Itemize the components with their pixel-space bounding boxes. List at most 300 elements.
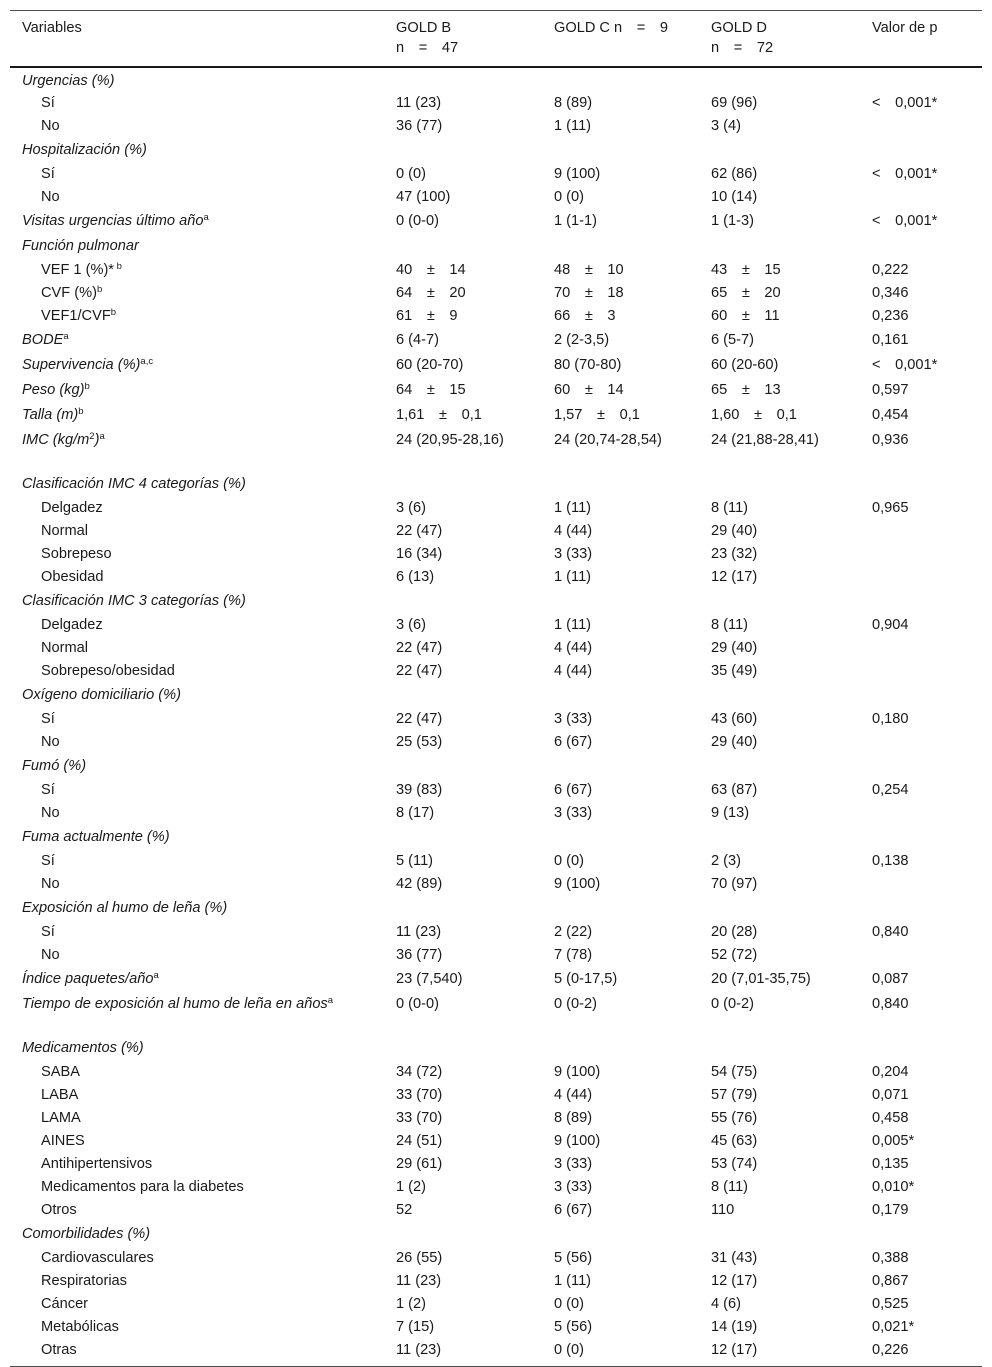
- row-label: [10, 945, 384, 968]
- table-row: [10, 1062, 982, 1085]
- table-row: [10, 1177, 982, 1200]
- gold-c-cell: 1 (11): [554, 500, 592, 516]
- gold-d-cell: 31 (43): [711, 1250, 758, 1266]
- gold-d-cell: 8 (11): [711, 1179, 749, 1195]
- gold-d-cell: 3 (4): [711, 118, 742, 134]
- p-value-cell: [860, 661, 982, 684]
- gold-d-cell: 54 (75): [711, 1064, 758, 1080]
- row-label: [10, 993, 384, 1037]
- gold-d-cell: 29 (40): [711, 523, 758, 539]
- gold-d-cell: 12 (17): [711, 1273, 758, 1289]
- gold-d-cell: 35 (49): [711, 663, 758, 679]
- p-value-cell: 0,454: [872, 407, 909, 423]
- table-row: [10, 164, 982, 187]
- gold-c-cell: 9 (100): [554, 1064, 601, 1080]
- row-label: [10, 1108, 384, 1131]
- row-label: [10, 1271, 384, 1294]
- p-value-cell: 0,021*: [872, 1319, 915, 1335]
- table-row: [10, 1108, 982, 1131]
- table-row: [10, 498, 982, 521]
- p-value-cell: < 0,001*: [872, 213, 938, 229]
- gold-c-cell: 6 (67): [554, 782, 593, 798]
- p-value-cell: [860, 945, 982, 968]
- row-label: [10, 1154, 384, 1177]
- gold-b-cell: 42 (89): [396, 876, 443, 892]
- gold-d-cell: 20 (7,01-35,75): [711, 971, 811, 987]
- gold-c-cell: 2 (22): [554, 924, 593, 940]
- row-label: [10, 615, 384, 638]
- gold-c-cell: 0 (0): [554, 853, 585, 869]
- row-label: [10, 1223, 384, 1248]
- gold-b-cell: 3 (6): [396, 500, 427, 516]
- p-value-cell: 0,005*: [872, 1133, 915, 1149]
- gold-b-cell: 29 (61): [396, 1156, 443, 1172]
- gold-c-cell: [542, 67, 699, 93]
- gold-b-cell: 11 (23): [396, 924, 442, 940]
- row-label: [10, 67, 384, 93]
- gold-c-cell: 80 (70-80): [554, 357, 622, 373]
- table-row: [10, 1248, 982, 1271]
- row-label: [10, 661, 384, 684]
- gold-c-cell: 1 (1-1): [554, 213, 597, 229]
- row-label-text: VEF1/CVF: [41, 308, 111, 324]
- p-value-cell: [860, 874, 982, 897]
- row-label: [10, 379, 384, 404]
- p-value-cell: [860, 590, 982, 615]
- gold-d-cell: 65 ± 13: [711, 382, 781, 398]
- gold-b-cell: 22 (47): [396, 640, 443, 656]
- gold-c-cell: 4 (44): [554, 1087, 593, 1103]
- row-label: [10, 1085, 384, 1108]
- footnote-marker: b: [96, 284, 103, 295]
- gold-c-cell: 8 (89): [554, 95, 593, 111]
- row-label-text: Metabólicas: [41, 1319, 119, 1335]
- row-label-text: BODE: [22, 332, 64, 348]
- header-gold-b: GOLD B n = 47: [384, 11, 542, 68]
- p-value-cell: [860, 473, 982, 498]
- row-label-text: No: [41, 118, 60, 134]
- p-value-cell: 0,226: [860, 1340, 982, 1367]
- gold-d-cell: [699, 67, 860, 93]
- header-variables: Variables: [10, 11, 384, 68]
- p-value-cell: 0,138: [872, 853, 909, 869]
- table-row: [10, 1131, 982, 1154]
- p-value-cell: 0,222: [872, 262, 909, 278]
- gold-c-cell: 3 (33): [554, 1179, 593, 1195]
- gold-b-cell: [384, 235, 542, 260]
- table-row: [10, 1085, 982, 1108]
- gold-b-cell: 7 (15): [396, 1319, 435, 1335]
- row-label: [10, 567, 384, 590]
- row-label: [10, 260, 384, 283]
- p-value-cell: 0,180: [872, 711, 909, 727]
- table-row: [10, 638, 982, 661]
- gold-b-cell: 23 (7,540): [396, 971, 463, 987]
- row-label-text: Clasificación IMC 4 categorías (%): [22, 476, 246, 492]
- gold-b-cell: [384, 473, 542, 498]
- gold-c-cell: 70 ± 18: [554, 285, 624, 301]
- gold-c-cell: [542, 755, 699, 780]
- gold-c-cell: 1 (11): [554, 1273, 592, 1289]
- table-row: [10, 922, 982, 945]
- gold-d-cell: [699, 1037, 860, 1062]
- p-value-cell: 0,254: [872, 782, 909, 798]
- p-value-cell: 0,840: [872, 996, 909, 1012]
- gold-b-cell: 24 (20,95-28,16): [396, 432, 504, 448]
- p-value-cell: [860, 803, 982, 826]
- table-row: [10, 993, 982, 1037]
- gold-c-cell: 1 (11): [554, 617, 592, 633]
- gold-c-cell: 24 (20,74-28,54): [554, 432, 662, 448]
- header-p-value: Valor de p: [860, 11, 982, 68]
- gold-c-cell: 9 (100): [554, 166, 601, 182]
- p-value-cell: [860, 1223, 982, 1248]
- row-label-text: Sí: [41, 782, 55, 798]
- row-label: [10, 968, 384, 993]
- gold-b-cell: 26 (55): [396, 1250, 443, 1266]
- p-value-cell: 0,346: [872, 285, 909, 301]
- gold-b-cell: [384, 684, 542, 709]
- gold-c-cell: 7 (78): [554, 947, 593, 963]
- row-label: [10, 1317, 384, 1340]
- p-value-cell: 0,597: [872, 382, 909, 398]
- gold-b-cell: 36 (77): [396, 118, 443, 134]
- p-value-cell: 0,179: [872, 1202, 909, 1218]
- row-label-text: Talla (m): [22, 407, 79, 423]
- table-body: [10, 67, 982, 1367]
- row-label-text: Clasificación IMC 3 categorías (%): [22, 593, 246, 609]
- p-value-cell: 0,936: [872, 432, 909, 448]
- gold-d-cell: 60 ± 11: [711, 308, 780, 324]
- table-row: [10, 803, 982, 826]
- gold-c-cell: [542, 684, 699, 709]
- p-value-cell: [860, 544, 982, 567]
- gold-comparison-table: [10, 10, 982, 1367]
- p-value-cell: [860, 235, 982, 260]
- gold-c-cell: 1 (11): [554, 569, 592, 585]
- gold-d-cell: 57 (79): [711, 1087, 758, 1103]
- row-label: [10, 1177, 384, 1200]
- gold-b-cell: 5 (11): [396, 853, 434, 869]
- gold-d-cell: 12 (17): [699, 1340, 860, 1367]
- table-row: [10, 709, 982, 732]
- row-label-text: Peso (kg): [22, 382, 85, 398]
- row-label-text: Sí: [41, 166, 55, 182]
- table-row: [10, 826, 982, 851]
- row-label-text: No: [41, 876, 60, 892]
- gold-d-cell: 4 (6): [711, 1296, 742, 1312]
- gold-d-cell: 63 (87): [711, 782, 758, 798]
- table-row: [10, 544, 982, 567]
- gold-b-cell: 0 (0-0): [396, 213, 439, 229]
- gold-c-cell: 5 (56): [554, 1250, 593, 1266]
- p-value-cell: [860, 67, 982, 93]
- table-row: [10, 521, 982, 544]
- gold-d-cell: [699, 826, 860, 851]
- gold-c-cell: 3 (33): [554, 805, 593, 821]
- gold-c-cell: [542, 473, 699, 498]
- row-label: [10, 521, 384, 544]
- row-label-text: Medicamentos para la diabetes: [41, 1179, 244, 1195]
- row-label-text: Urgencias (%): [22, 73, 115, 89]
- row-label-text: Delgadez: [41, 617, 103, 633]
- row-label-text: SABA: [41, 1064, 80, 1080]
- gold-b-cell: 16 (34): [396, 546, 443, 562]
- row-label: [10, 638, 384, 661]
- gold-d-cell: 1,60 ± 0,1: [711, 407, 797, 423]
- table-row: [10, 260, 982, 283]
- p-value-cell: 0,087: [872, 971, 909, 987]
- row-label-text: Respiratorias: [41, 1273, 127, 1289]
- p-value-cell: [860, 116, 982, 139]
- gold-b-cell: 1,61 ± 0,1: [396, 407, 482, 423]
- table-row: [10, 329, 982, 354]
- row-label-text: Obesidad: [41, 569, 104, 585]
- gold-c-cell: 4 (44): [554, 663, 593, 679]
- p-value-cell: < 0,001*: [872, 95, 938, 111]
- gold-d-cell: 8 (11): [711, 500, 749, 516]
- header-gold-d: GOLD D n = 72: [699, 11, 860, 68]
- gold-b-cell: 25 (53): [396, 734, 443, 750]
- gold-d-cell: 110: [711, 1202, 735, 1218]
- row-label: [10, 684, 384, 709]
- row-label: [10, 93, 384, 116]
- gold-d-cell: [699, 590, 860, 615]
- gold-c-cell: 0 (0): [542, 1340, 699, 1367]
- gold-c-cell: 3 (33): [554, 546, 593, 562]
- gold-c-cell: 0 (0): [554, 1296, 585, 1312]
- gold-c-cell: 48 ± 10: [554, 262, 624, 278]
- p-value-cell: [860, 897, 982, 922]
- gold-d-cell: 43 (60): [711, 711, 758, 727]
- gold-b-cell: 1 (2): [396, 1179, 427, 1195]
- row-label: [10, 1037, 384, 1062]
- table-row: [10, 1271, 982, 1294]
- row-label: [10, 851, 384, 874]
- row-label: [10, 590, 384, 615]
- table-row: [10, 684, 982, 709]
- gold-b-cell: [384, 1223, 542, 1248]
- p-value-cell: [860, 139, 982, 164]
- footnote-marker: b: [113, 261, 122, 272]
- row-label-text: No: [41, 734, 60, 750]
- row-label-text: Sí: [41, 853, 55, 869]
- p-value-cell: 0,388: [872, 1250, 909, 1266]
- gold-b-cell: 11 (23): [384, 1340, 542, 1367]
- row-label-text: VEF 1 (%)*: [41, 262, 114, 278]
- row-label-text: LAMA: [41, 1110, 81, 1126]
- row-label-text: Supervivencia (%): [22, 357, 141, 373]
- table-row: [10, 1200, 982, 1223]
- row-label: [10, 1062, 384, 1085]
- row-label-text: Normal: [41, 523, 89, 539]
- footnote-marker: a: [63, 331, 69, 342]
- gold-b-cell: [384, 1037, 542, 1062]
- gold-d-cell: 8 (11): [711, 617, 749, 633]
- row-label: [10, 897, 384, 922]
- gold-b-cell: 60 (20-70): [396, 357, 464, 373]
- p-value-cell: [860, 755, 982, 780]
- gold-d-cell: 69 (96): [711, 95, 758, 111]
- gold-d-cell: [699, 897, 860, 922]
- gold-d-cell: [699, 235, 860, 260]
- table-row: [10, 851, 982, 874]
- gold-c-cell: [542, 1223, 699, 1248]
- gold-d-cell: 45 (63): [711, 1133, 758, 1149]
- gold-d-cell: 29 (40): [711, 734, 758, 750]
- footnote-marker: a: [327, 995, 334, 1006]
- gold-d-cell: [699, 755, 860, 780]
- table-row: [10, 1223, 982, 1248]
- row-label-text: IMC (kg/m: [22, 432, 90, 448]
- row-label: [10, 1200, 384, 1223]
- gold-d-cell: 0 (0-2): [711, 996, 754, 1012]
- gold-d-cell: 53 (74): [711, 1156, 758, 1172]
- table-row: [10, 404, 982, 429]
- gold-c-cell: 4 (44): [554, 640, 593, 656]
- row-label: [10, 116, 384, 139]
- row-label: [10, 283, 384, 306]
- table-row: [10, 755, 982, 780]
- table-row: [10, 93, 982, 116]
- gold-b-cell: 22 (47): [396, 711, 443, 727]
- table-row: [10, 590, 982, 615]
- gold-c-cell: 2 (2-3,5): [554, 332, 610, 348]
- gold-b-cell: 11 (23): [396, 1273, 442, 1289]
- p-value-cell: < 0,001*: [872, 357, 938, 373]
- gold-c-cell: 3 (33): [554, 711, 593, 727]
- row-label: [10, 164, 384, 187]
- label-superscript: 2: [89, 431, 95, 442]
- p-value-cell: 0,525: [872, 1296, 909, 1312]
- gold-d-cell: 52 (72): [711, 947, 758, 963]
- row-label: [10, 329, 384, 354]
- table-row: [10, 306, 982, 329]
- row-label: [10, 306, 384, 329]
- row-label-text: Sobrepeso/obesidad: [41, 663, 175, 679]
- gold-b-cell: 47 (100): [396, 189, 451, 205]
- p-value-cell: [860, 826, 982, 851]
- row-label-text: Sí: [41, 95, 55, 111]
- table-row: [10, 139, 982, 164]
- row-label: [10, 874, 384, 897]
- footnote-marker: a: [153, 970, 159, 981]
- p-value-cell: 0,840: [872, 924, 909, 940]
- table-row: [10, 354, 982, 379]
- gold-b-cell: 24 (51): [396, 1133, 443, 1149]
- gold-c-cell: [542, 590, 699, 615]
- table-row: [10, 1340, 982, 1367]
- gold-d-cell: [699, 684, 860, 709]
- footnote-marker: a,c: [140, 356, 154, 367]
- gold-b-cell: [384, 897, 542, 922]
- gold-c-cell: 0 (0-2): [554, 996, 597, 1012]
- p-value-cell: [860, 567, 982, 590]
- gold-b-cell: 33 (70): [396, 1110, 443, 1126]
- row-label: [10, 210, 384, 235]
- gold-b-cell: 52: [396, 1202, 413, 1218]
- table-row: [10, 429, 982, 473]
- row-label: [10, 922, 384, 945]
- gold-c-cell: 8 (89): [554, 1110, 593, 1126]
- p-value-cell: 0,867: [872, 1273, 909, 1289]
- row-label: [10, 354, 384, 379]
- row-label: [10, 139, 384, 164]
- gold-d-cell: 12 (17): [711, 569, 758, 585]
- gold-d-cell: [699, 1223, 860, 1248]
- gold-b-cell: 64 ± 20: [396, 285, 466, 301]
- gold-b-cell: 6 (13): [396, 569, 435, 585]
- gold-b-cell: 33 (70): [396, 1087, 443, 1103]
- p-value-cell: 0,010*: [872, 1179, 915, 1195]
- row-label-text: Oxígeno domiciliario (%): [22, 687, 181, 703]
- table-row: [10, 473, 982, 498]
- gold-b-cell: [384, 826, 542, 851]
- gold-d-cell: 2 (3): [711, 853, 742, 869]
- table-row: [10, 116, 982, 139]
- gold-c-cell: 5 (0-17,5): [554, 971, 618, 987]
- gold-c-cell: 4 (44): [554, 523, 593, 539]
- table-row: [10, 874, 982, 897]
- table-row: [10, 661, 982, 684]
- gold-b-cell: 22 (47): [396, 663, 443, 679]
- table-row: [10, 780, 982, 803]
- gold-d-cell: 6 (5-7): [711, 332, 754, 348]
- row-label: [10, 498, 384, 521]
- p-value-cell: < 0,001*: [872, 166, 938, 182]
- gold-d-cell: 9 (13): [711, 805, 750, 821]
- p-value-cell: 0,965: [872, 500, 909, 516]
- footnote-marker: a: [99, 431, 105, 442]
- row-label: [10, 732, 384, 755]
- table-row: [10, 1154, 982, 1177]
- gold-d-cell: 60 (20-60): [711, 357, 779, 373]
- gold-c-cell: 9 (100): [554, 1133, 601, 1149]
- gold-c-cell: 0 (0): [554, 189, 585, 205]
- p-value-cell: 0,458: [872, 1110, 909, 1126]
- footnote-marker: b: [84, 381, 90, 392]
- table-row: [10, 67, 982, 93]
- row-label-text: Cardiovasculares: [41, 1250, 154, 1266]
- gold-d-cell: 20 (28): [711, 924, 758, 940]
- table-row: [10, 732, 982, 755]
- row-label: [10, 1131, 384, 1154]
- row-label: [10, 235, 384, 260]
- p-value-cell: [860, 187, 982, 210]
- table-row: [10, 235, 982, 260]
- gold-b-cell: [384, 590, 542, 615]
- gold-b-cell: [384, 139, 542, 164]
- row-label: [10, 755, 384, 780]
- p-value-cell: 0,135: [872, 1156, 909, 1172]
- row-label-text: Función pulmonar: [22, 238, 139, 254]
- data-table-container: [10, 10, 982, 1367]
- header-gold-c: GOLD C n = 9: [542, 11, 699, 68]
- table-row: [10, 945, 982, 968]
- row-label: [10, 826, 384, 851]
- gold-c-cell: 6 (67): [554, 1202, 593, 1218]
- gold-d-cell: 29 (40): [711, 640, 758, 656]
- row-label-text: No: [41, 805, 60, 821]
- row-label-text: Sí: [41, 711, 55, 727]
- gold-c-cell: [542, 1037, 699, 1062]
- p-value-cell: [860, 684, 982, 709]
- gold-b-cell: 64 ± 15: [396, 382, 466, 398]
- gold-d-cell: 10 (14): [711, 189, 758, 205]
- row-label-text: Cáncer: [41, 1296, 89, 1312]
- row-label: [10, 780, 384, 803]
- p-value-cell: 0,904: [872, 617, 909, 633]
